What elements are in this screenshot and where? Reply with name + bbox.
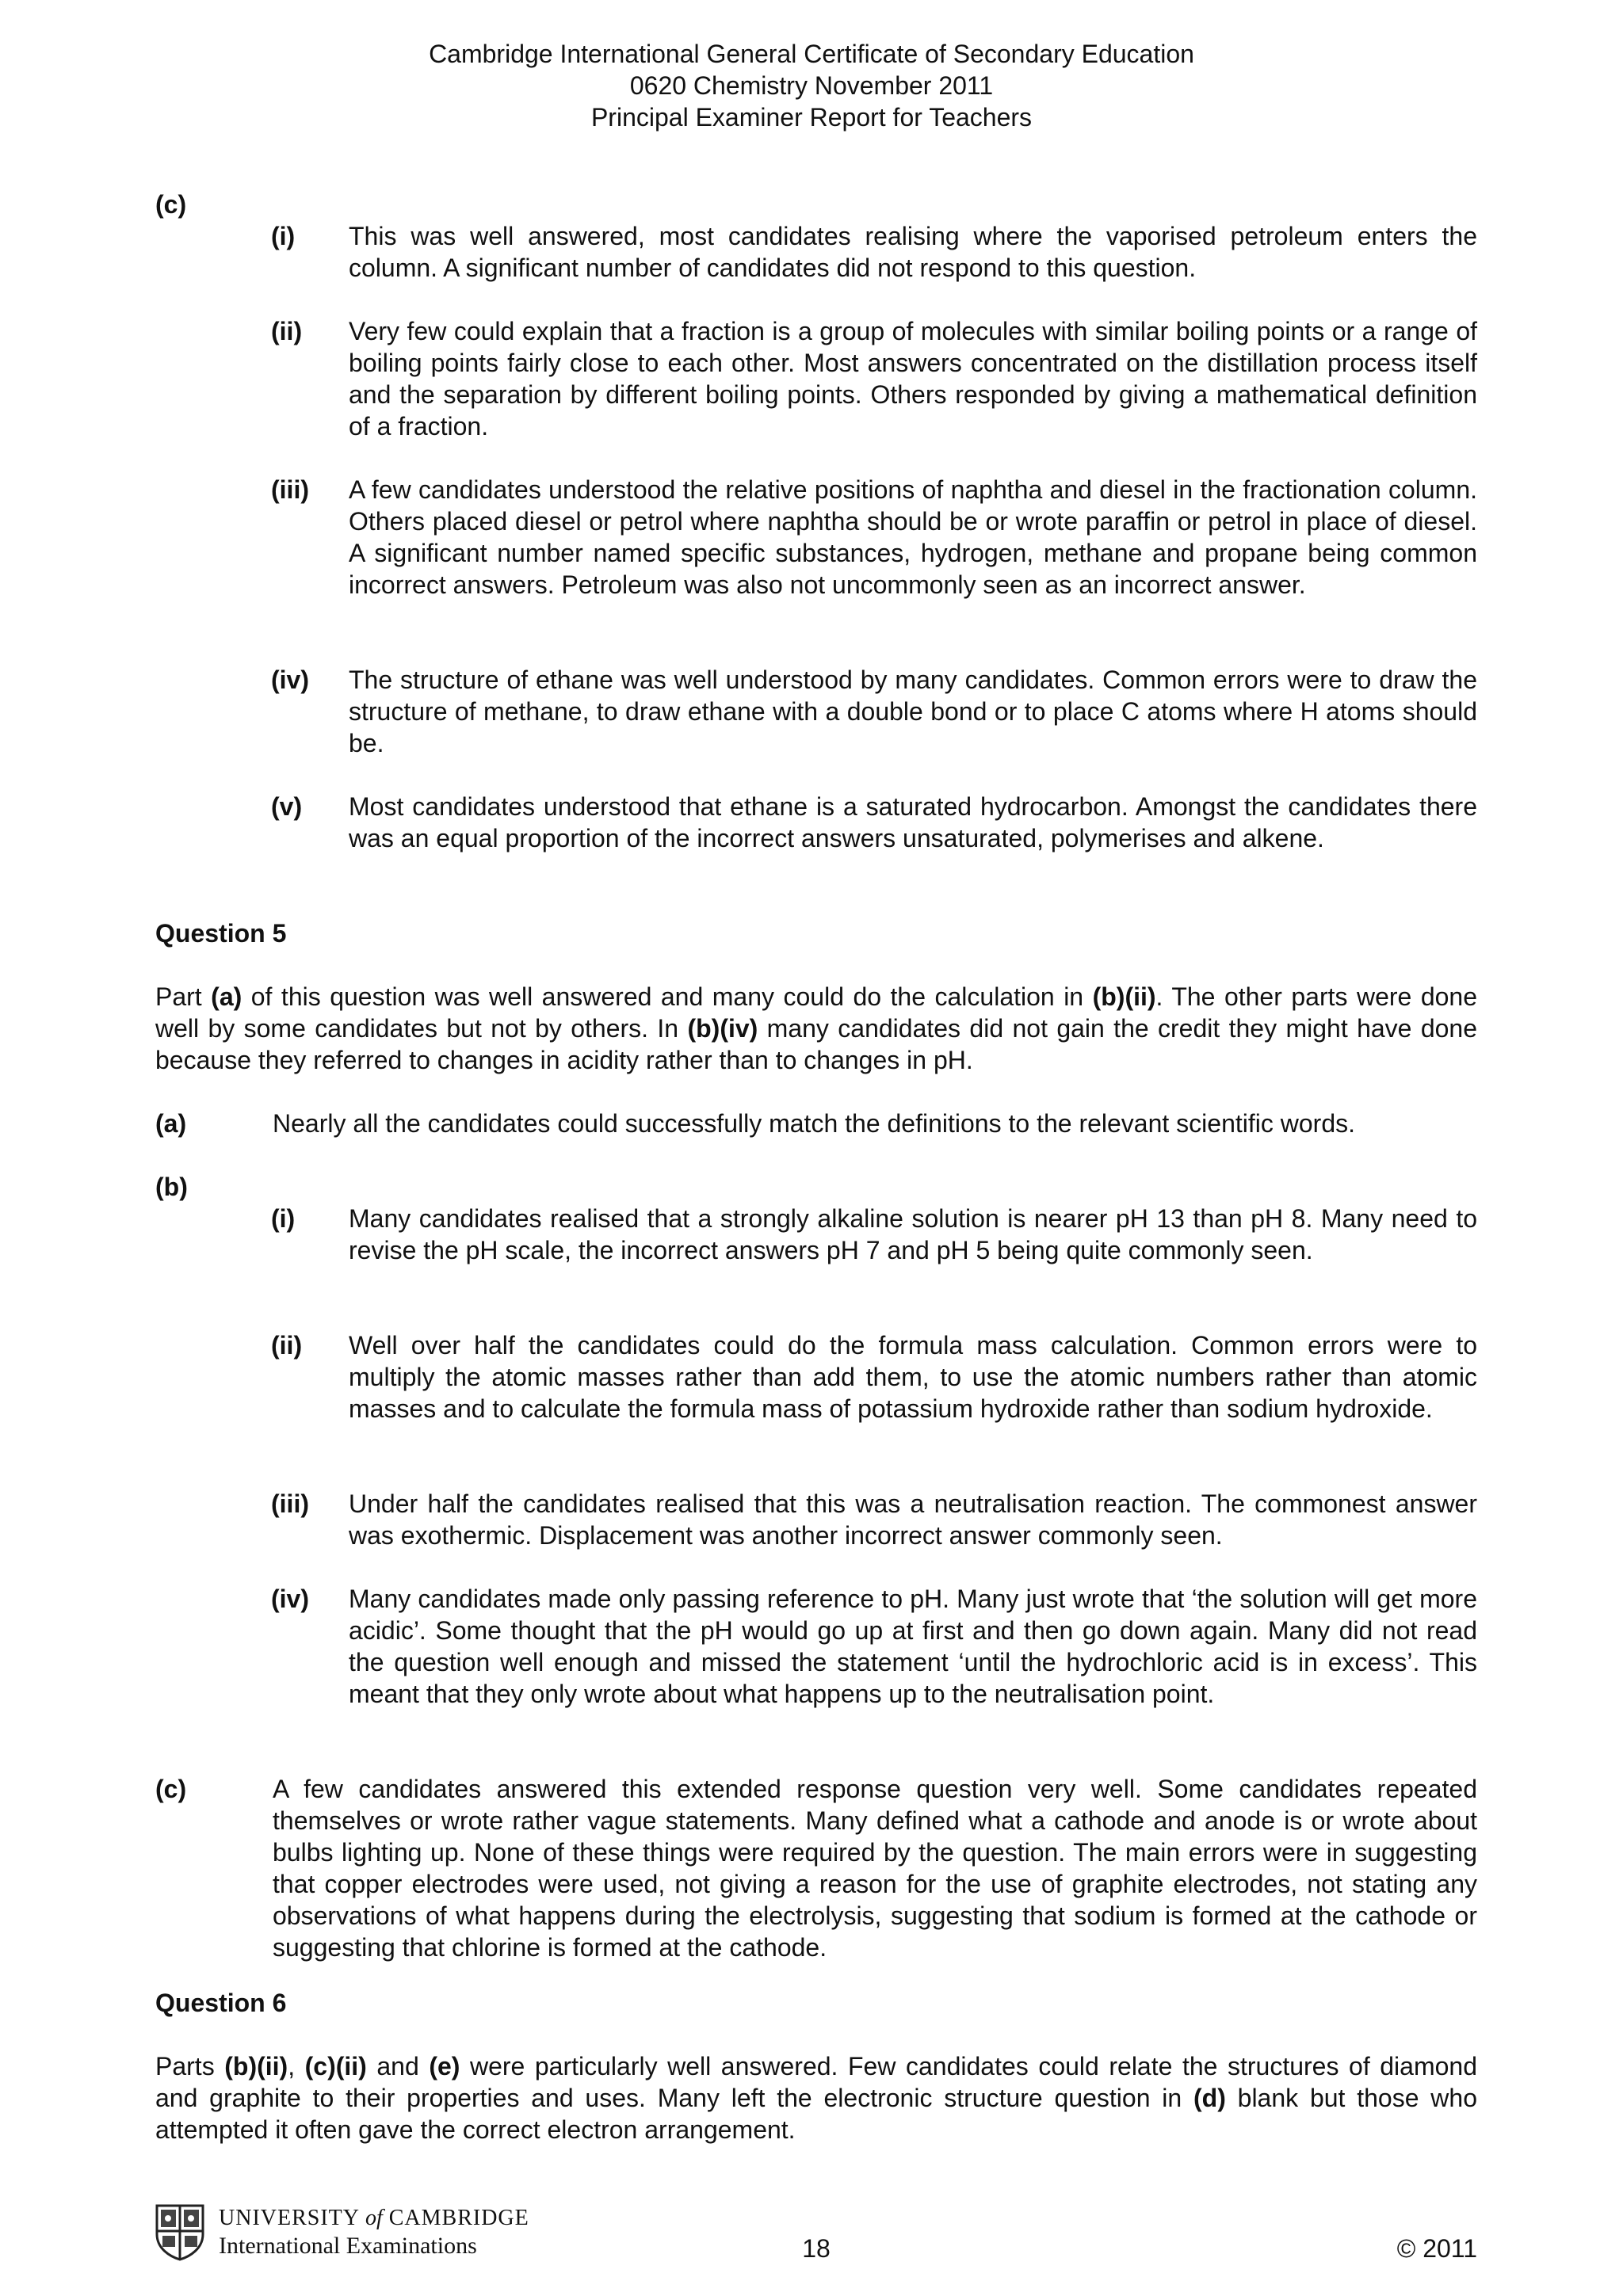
intro-bold: (d)	[1193, 2084, 1226, 2112]
intro-text: were particularly well answered. Few candidates could relate the structures of diamond and graphite to their properties and uses. Many left the electronic structure question in	[155, 2052, 1478, 2112]
question-6-intro	[155, 2050, 1477, 2145]
item-number: (iv)	[271, 666, 309, 694]
intro-text: many candidates did not gain the credit they might have done because they referred to changes in acidity rather than to changes in pH.	[155, 1014, 1478, 1074]
intro-bold: (b)(ii)	[1092, 982, 1156, 1011]
question-5-intro	[155, 981, 1477, 1076]
intro-text: Part	[155, 982, 212, 1011]
uni-prefix: UNIVERSITY	[219, 2206, 359, 2230]
item-text: A few candidates understood the relative positions of naphtha and diesel in the fractionation column. Others placed diesel or petrol where naphtha should be or wrote paraffin or petrol in place of diesel. A significant number named specific substances, hydrogen, methane and propane being common incorrect answers. Petroleum was also not uncommonly seen as an incorrect answer.	[349, 475, 1477, 599]
page-number: 18	[802, 2234, 831, 2263]
item-text: Under half the candidates realised that this was a neutralisation reaction. The commonest answer was exothermic. Displacement was another incorrect answer commonly seen.	[349, 1489, 1477, 1550]
item-number: (ii)	[271, 1331, 303, 1360]
uni-suffix: CAMBRIDGE	[388, 2206, 529, 2230]
university-name	[219, 2206, 529, 2231]
item-number: (iii)	[271, 475, 309, 504]
intro-text: Parts	[155, 2052, 225, 2081]
item-text: Many candidates made only passing reference to pH. Many just wrote that ‘the solution will get more acidic’. Some thought that the pH would go up at first and then go down again. Many did not read the question well enough and missed the statement ‘until the hydrochloric acid is in excess’. This meant that they only wrote about what happens up to the neutralisation point.	[349, 1585, 1477, 1708]
item-number: (ii)	[271, 317, 303, 345]
question-6-heading: Question 6	[155, 1989, 287, 2017]
item-number: (i)	[271, 222, 296, 250]
header-line-2: 0620 Chemistry November 2011	[629, 71, 994, 100]
intro-text: ,	[288, 2052, 305, 2081]
item-text: Well over half the candidates could do the formula mass calculation. Common errors were to multiply the atomic masses rather than add them, to use the atomic numbers rather than atomic masses and to calculate the formula mass of potassium hydroxide rather than sodium hydroxide.	[349, 1331, 1477, 1423]
page-header	[0, 38, 1623, 133]
intro-bold: (b)(iv)	[687, 1014, 758, 1043]
item-number: (iv)	[271, 1585, 309, 1613]
item-text: This was well answered, most candidates realising where the vaporised petroleum enters the column. A significant number of candidates did not respond to this question.	[349, 222, 1477, 282]
header-line-1: Cambridge International General Certificate of Secondary Education	[429, 40, 1194, 68]
copyright: © 2011	[1396, 2234, 1477, 2263]
intro-bold: (e)	[429, 2052, 460, 2081]
item-text: Very few could explain that a fraction is a group of molecules with similar boiling points or a range of boiling points fairly close to each other. Most answers concentrated on the distillation process itself and the separation by different boiling points. Others responded by giving a mathematical definition of a fraction.	[349, 317, 1477, 441]
intro-text: and	[366, 2052, 430, 2081]
intro-text: of this question was well answered and many could do the calculation in	[242, 982, 1093, 1011]
part-c-label: (c)	[155, 190, 187, 219]
header-line-3: Principal Examiner Report for Teachers	[590, 103, 1033, 132]
part-c-text: A few candidates answered this extended response question very well. Some candidates repeated themselves or wrote rather vague statements. Many defined what a cathode and anode is or wrote about bulbs lighting up. None of these things were required by the question. The main errors were in suggesting that copper electrodes were used, not giving a reason for the use of graphite electrodes, not stating any observations of what happens during the electrolysis, suggesting that sodium is formed at the cathode or suggesting that chlorine is formed at the cathode.	[273, 1775, 1477, 1962]
cambridge-logo	[155, 2204, 529, 2261]
item-text: Many candidates realised that a strongly alkaline solution is nearer pH 13 than pH 8. Many need to revise the pH scale, the incorrect answers pH 7 and pH 5 being quite commonly seen.	[349, 1204, 1477, 1264]
intro-bold: (b)(ii)	[224, 2052, 288, 2081]
part-c-label: (c)	[155, 1775, 187, 1803]
part-a-label: (a)	[155, 1109, 187, 1138]
item-number: (i)	[271, 1204, 296, 1233]
intro-bold: (a)	[211, 982, 242, 1011]
university-subtitle: International Examinations	[219, 2233, 477, 2259]
intro-bold: (c)(ii)	[304, 2052, 367, 2081]
item-number: (v)	[271, 792, 303, 821]
university-crest-icon	[155, 2204, 204, 2261]
intro-text: . The other parts were done well by some candidates but not by others. In	[155, 982, 1478, 1043]
item-text: Most candidates understood that ethane is a saturated hydrocarbon. Amongst the candidates there was an equal proportion of the incorrect answers unsaturated, polymerises and alkene.	[349, 792, 1477, 852]
item-number: (iii)	[271, 1489, 309, 1518]
intro-text: blank but those who attempted it often gave the correct electron arrangement.	[155, 2084, 1478, 2144]
uni-of: of	[365, 2206, 383, 2230]
part-a-text: Nearly all the candidates could successfully match the definitions to the relevant scientific words.	[273, 1109, 1356, 1138]
question-5-heading: Question 5	[155, 919, 287, 948]
item-text: The structure of ethane was well understood by many candidates. Common errors were to draw the structure of methane, to draw ethane with a double bond or to place C atoms where H atoms should be.	[349, 666, 1477, 757]
part-b-label: (b)	[155, 1173, 188, 1201]
